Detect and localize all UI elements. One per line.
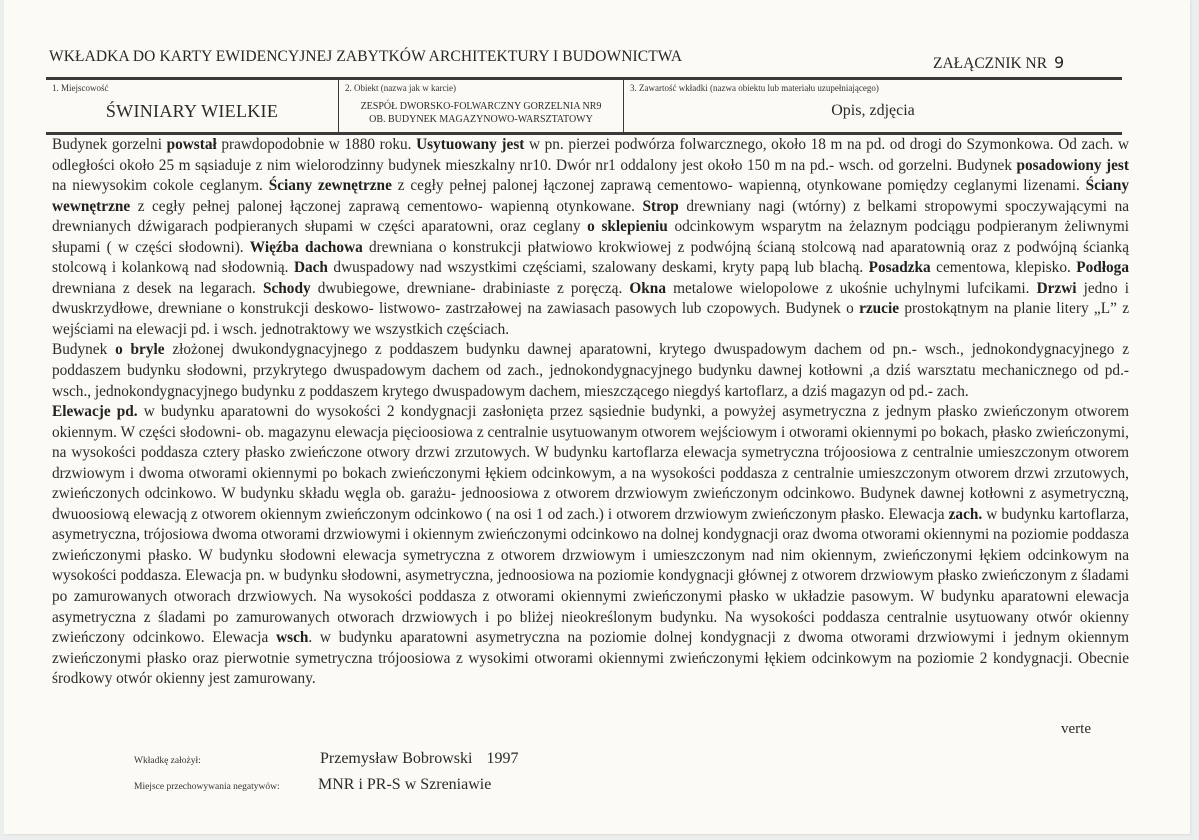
bold-term: Ściany wewnętrzne — [52, 177, 1129, 215]
text-run: prostokątnym na planie litery „L” z wejściami na elewacji pd. i wsch. jednotraktowy we wszystkich częściach. — [52, 300, 1129, 338]
text-run: . w budynku aparatowni asymetryczna na poziomie dolnej kondygnacji z dwoma otworami drzwiowymi i jednym okiennym zwieńczonymi płasko oraz pierwotnie symetryczna trójoosiowa z wysokimi otworami okiennymi zwieńczonymi łękiem odcinkowym na poziomie 2 kondygnacji. Obecnie środkowy otwór okienny jest zamurowany. — [52, 629, 1129, 688]
bold-term: Drzwi — [1036, 279, 1077, 297]
text-run: z cegły pełnej palonej łączonej zaprawą cementowo- wapienną, otynkowane pomiędzy ceglanymi lizenami. — [391, 177, 1086, 195]
contents-label: 3. Zawartość wkładki (nazwa obiektu lub materiału uzupełniającego) — [630, 83, 879, 93]
document-sheet — [4, 0, 1190, 834]
text-run: na niewysokim cokole ceglanym. — [52, 177, 269, 195]
verte-note: verte — [1061, 721, 1091, 737]
object-value — [339, 100, 623, 126]
storage-row — [134, 776, 491, 794]
bold-term: Okna — [629, 279, 666, 297]
storage-value: MNR i PR-S w Szreniawie — [318, 776, 492, 793]
bold-term: powstał — [166, 136, 217, 153]
annex-heading — [933, 53, 1064, 73]
storage-label: Miejsce przechowywania negatywów: — [134, 782, 280, 792]
contents-cell — [623, 80, 1122, 132]
text-run: drewniany nagi (wtórny) z belkami stropowymi spoczywającymi na drewnianych dźwigarach podpieranych słupami w części aparatowni, oraz ceglany — [52, 197, 1130, 236]
bold-term: posadowiony jest — [1016, 156, 1129, 174]
text-run: złożonej dwukondygnacyjnego z poddaszem budynku dawnej aparatowni, krytego dwuspadowym dachem od pn.- wsch., jednokondygnacyjnego z poddaszem budynku słodowni, przykrytego dwuspadowym dachem od zach., jednokondygnacyjnego budynku dawnej kotłowni ,a dziś warsztatu mechanicznego od pd.- wsch., jednokondygnacyjnego budynku z poddaszem krytego dwuspadowym dachem, mieszczącego niegdyś kartoflarz, a dziś magazyn od pd.- zach. — [52, 341, 1129, 400]
text-run: w budynku kartoflarza, asymetryczna, trójosiowa dwoma otworami drzwiowymi i okiennym zwieńczonymi odcinkowo na dolnej kondygnacji oraz dwoma otworami okiennymi na poziomie poddasza zwieńczonymi płasko. W budynku słodowni elewacja symetryczna z otworem drzwiowym i umieszczonym nad nim okiennym, zwieńczonymi łękiem odcinkowym na wysokości poddasza. Elewacja pn. w budynku słodowni, asymetryczna, jednoosiowa na poziomie kondygnacji głównej z otworem drzwiowym płasko zwieńczonym z śladami po zamurowanych otworach drzwiowych. Na wysokości poddasza z otworami okiennymi zwieńczonymi płasko w układzie pasowym. W budynku aparatowni elewacja asymetryczna z śladami po zamurowanych otworach drzwiowych i po bliżej nieokreślonym budynku. Na wysokości poddasza centralnie usytuowany otwór okienny zwieńczony odcinkowo. Elewacja — [52, 505, 1129, 647]
header-table — [46, 77, 1122, 135]
bold-term: Dach — [293, 259, 328, 277]
locality-value: ŚWINIARY WIELKIE — [105, 101, 279, 121]
bold-term: wsch — [276, 629, 309, 647]
annex-number: 9 — [1053, 53, 1065, 72]
object-label: 2. Obiekt (nazwa jak w karcie) — [345, 83, 456, 93]
bold-term: o bryle — [115, 341, 165, 359]
author-value: Przemysław Bobrowski — [320, 750, 473, 767]
paragraph-construction — [52, 135, 1129, 340]
contents-value: Opis, zdjęcia — [831, 102, 915, 119]
bold-term: Podłoga — [1076, 259, 1129, 277]
bold-term: Posadzka — [868, 259, 931, 277]
bold-term: rzucie — [859, 300, 900, 318]
text-run: cementowa, klepisko. — [930, 259, 1077, 277]
bold-term: Ściany zewnętrzne — [268, 177, 392, 195]
text-run: odcinkowym wsparytm na żelaznym podciągu podpieranym żeliwnymi słupami ( w części słodowni). — [52, 218, 1129, 256]
text-run: metalowe wielopolowe z ukośnie uchylnymi lufcikami. — [665, 279, 1037, 297]
author-year: 1997 — [486, 750, 519, 767]
text-run: Budynek — [52, 341, 116, 359]
bold-term: Schody — [263, 279, 311, 297]
bold-term: Więźba dachowa — [249, 238, 363, 256]
paragraph-massing — [52, 340, 1129, 402]
text-run: dwuspadowy nad wszystkimi częściami, szalowany deskami, kryty papą lub blachą. — [327, 259, 869, 277]
object-cell — [338, 80, 623, 132]
paragraph-elevations — [52, 402, 1129, 690]
bold-term: o sklepieniu — [587, 218, 668, 236]
object-value-line2: OB. BUDYNEK MAGAZYNOWO-WARSZTATOWY — [369, 114, 593, 125]
bold-term: Strop — [642, 197, 679, 215]
locality-label: 1. Miejscowość — [52, 83, 109, 93]
bold-term: Elewacje pd. — [52, 403, 138, 421]
text-run: w pn. pierzei podwórza folwarcznego, około 18 m na pd. od drogi do Szymonkowa. Od zach. w odległości około 25 m sąsiaduje z nim wielorodzinny budynek mieszkalny nr10. Dwór nr1 oddalony jest około 150 m na pd.- wsch. od gorzelni. Budynek — [52, 136, 1129, 174]
description-body — [52, 135, 1129, 690]
text-run: z cegły pełnej palonej łączonej zaprawą cementowo- wapienną otynkowane. — [130, 197, 643, 215]
text-run: drewniana o konstrukcji płatwiowo krokwiowej z podwójną ścianą stolcową nad aparatownią oraz z podwójną ścianką stolcową i kolankową nad słodownią. — [52, 238, 1129, 277]
bold-term: zach. — [948, 505, 983, 523]
text-run: drewniana z desek na legarach. — [52, 279, 263, 297]
author-label: Wkładkę założył: — [134, 756, 201, 766]
text-run: Budynek gorzelni — [52, 136, 167, 153]
document-title: WKŁADKA DO KARTY EWIDENCYJNEJ ZABYTKÓW ARCHITEKTURY I BUDOWNICTWA — [49, 48, 683, 65]
object-value-line1: ZESPÓŁ DWORSKO-FOLWARCZNY GORZELNIA NR9 — [360, 101, 602, 112]
author-row — [134, 750, 518, 768]
annex-label: ZAŁĄCZNIK NR — [933, 55, 1048, 72]
text-run: jedno i dwuskrzydłowe, drewniane o konstrukcji deskowo- listwowo- zastrzałowej na zawiasach pasowych lub czopowych. Budynek o — [52, 279, 1129, 318]
locality-cell — [46, 80, 338, 132]
text-run: w budynku aparatowni do wysokości 2 kondygnacji zasłonięta przez sąsiednie budynki, a powyżej asymetryczna z jednym płasko zwieńczonym otworem okiennym. W części słodowni- ob. magazynu elewacja pięcioosiowa z centralnie usytuowanym otworem wejściowym i otworami okiennymi po bokach, płasko zwieńczonymi, na wysokości poddasza cztery płasko zwieńczone otwory drzwi zrzutowych. W budynku kartoflarza elewacja symetryczna trójoosiowa z centralnie umieszczonym otworem drzwiowym i dwoma otworami okiennymi po bokach zwieńczonymi łękiem odcinkowym, a na wysokości poddasza z centralnie umieszczonym otworem drzwi zrzutowych, zwieńczonych odcinkowo. W budynku składu węgla ob. garażu- jednoosiowa z otworem drzwiowym zwieńczonym odcinkowo. Budynek dawnej kotłowni z asymetryczną, dwuoosiową elewacją z otworem okiennym zwieńczonym odcinkowo ( na osi 1 od zach.) i otworem drzwiowym zwieńczonym płasko. Elewacja — [52, 403, 1129, 523]
text-run: prawdopodobnie w 1880 roku. — [216, 136, 417, 153]
text-run: dwubiegowe, drewniane- drabiniaste z poręczą. — [310, 279, 630, 297]
bold-term: Usytuowany jest — [416, 136, 525, 153]
